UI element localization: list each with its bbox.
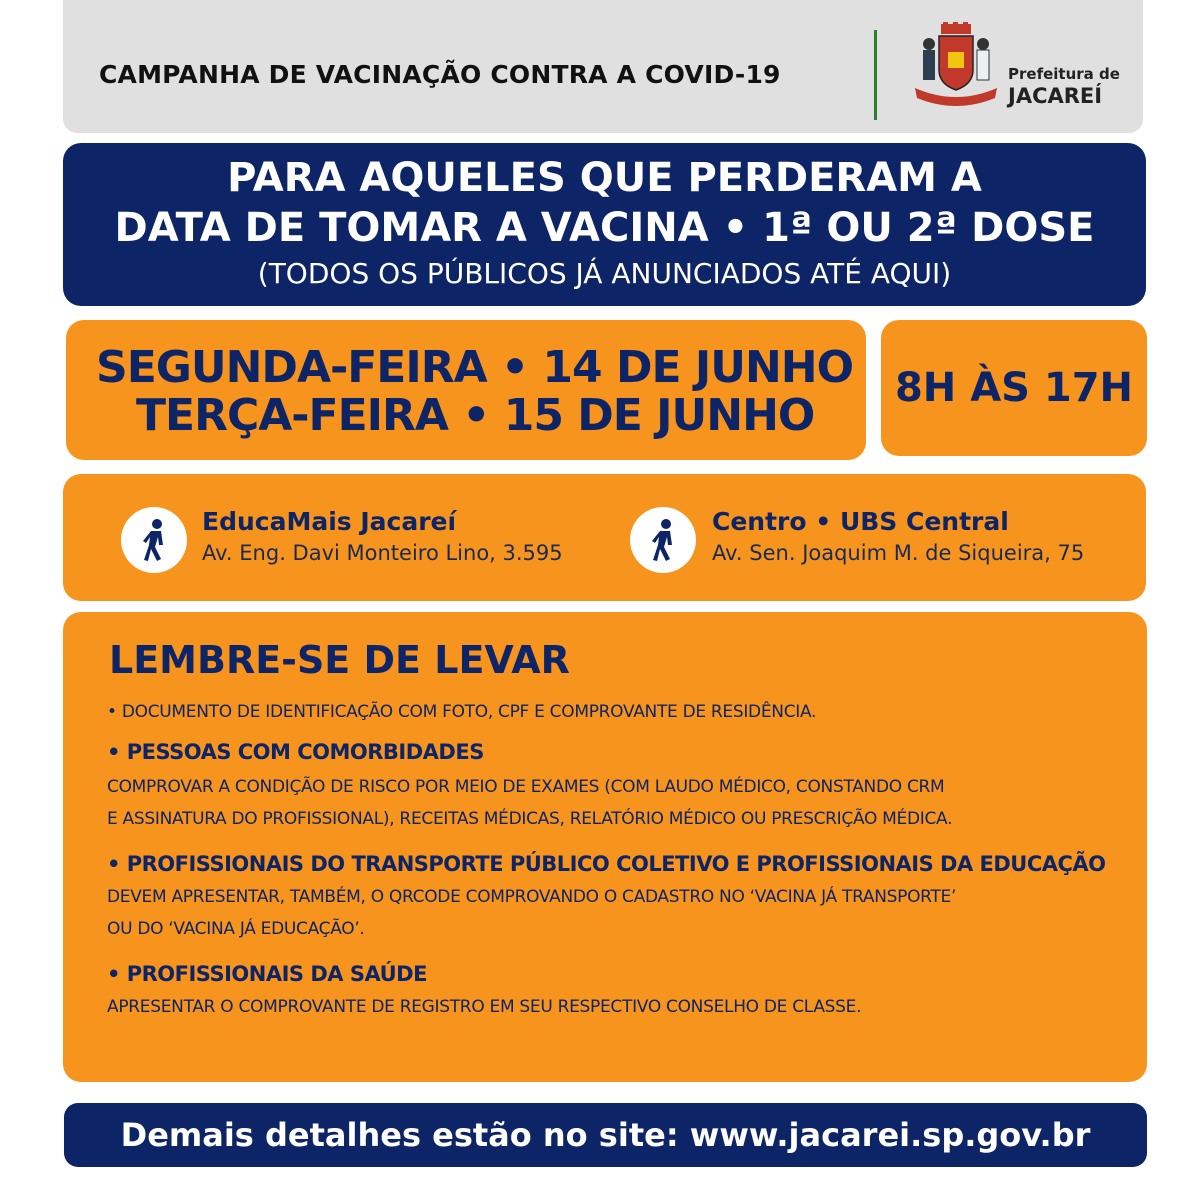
reminders-title: LEMBRE-SE DE LEVAR <box>109 638 570 682</box>
locations-box <box>63 474 1146 601</box>
logo-text-jacarei: JACAREÍ <box>1008 84 1103 108</box>
reminder-transport-education-title: • PROFISSIONAIS DO TRANSPORTE PÚBLICO COLETIVO E PROFISSIONAIS DA EDUCAÇÃO <box>107 852 1106 876</box>
location-address-ubs-central: Av. Sen. Joaquim M. de Siqueira, 75 <box>712 541 1085 565</box>
headline-subtitle: (TODOS OS PÚBLICOS JÁ ANUNCIADOS ATÉ AQUI) <box>257 257 952 290</box>
reminder-health-title: • PROFISSIONAIS DA SAÚDE <box>107 962 427 986</box>
walking-person-icon <box>630 507 696 573</box>
logo-text-prefeitura: Prefeitura de <box>1008 65 1120 83</box>
headline-box <box>63 143 1146 306</box>
reminder-transport-education-line2: OU DO ‘VACINA JÁ EDUCAÇÃO’. <box>107 919 365 939</box>
reminder-documents: • DOCUMENTO DE IDENTIFICAÇÃO COM FOTO, CPF E COMPROVANTE DE RESIDÊNCIA. <box>107 702 817 722</box>
headline-line2: DATA DE TOMAR A VACINA • 1ª OU 2ª DOSE <box>114 205 1095 251</box>
location-name-educamais: EducaMais Jacareí <box>202 507 457 536</box>
headline-line1: PARA AQUELES QUE PERDERAM A <box>227 155 982 201</box>
reminders-box <box>63 612 1147 1082</box>
reminder-comorbidities-line1: COMPROVAR A CONDIÇÃO DE RISCO POR MEIO DE EXAMES (COM LAUDO MÉDICO, CONSTANDO CRM <box>107 777 945 797</box>
header-bar <box>63 0 1143 133</box>
reminder-health-line1: APRESENTAR O COMPROVANTE DE REGISTRO EM SEU RESPECTIVO CONSELHO DE CLASSE. <box>107 997 862 1017</box>
hours-text: 8H ÀS 17H <box>894 365 1134 411</box>
hours-box <box>881 320 1147 456</box>
reminder-transport-education-line1: DEVEM APRESENTAR, TAMBÉM, O QRCODE COMPROVANDO O CADASTRO NO ‘VACINA JÁ TRANSPORTE’ <box>107 887 957 907</box>
date-tuesday: TERÇA-FEIRA • 15 DE JUNHO <box>136 390 815 441</box>
reminder-comorbidities-title: • PESSOAS COM COMORBIDADES <box>107 740 484 764</box>
walking-person-icon <box>121 507 187 573</box>
header-divider <box>874 30 877 120</box>
footer-website-text: Demais detalhes estão no site: www.jacarei.sp.gov.br <box>120 1116 1091 1154</box>
date-monday: SEGUNDA-FEIRA • 14 DE JUNHO <box>96 342 854 393</box>
footer-bar <box>64 1103 1147 1167</box>
dates-box <box>66 320 866 460</box>
campaign-title: CAMPANHA DE VACINAÇÃO CONTRA A COVID-19 <box>99 60 781 89</box>
coat-of-arms-icon <box>911 22 1001 108</box>
location-name-ubs-central: Centro • UBS Central <box>712 507 1009 536</box>
reminder-comorbidities-line2: E ASSINATURA DO PROFISSIONAL), RECEITAS MÉDICAS, RELATÓRIO MÉDICO OU PRESCRIÇÃO MÉDICA. <box>107 809 953 829</box>
location-address-educamais: Av. Eng. Davi Monteiro Lino, 3.595 <box>202 541 563 565</box>
